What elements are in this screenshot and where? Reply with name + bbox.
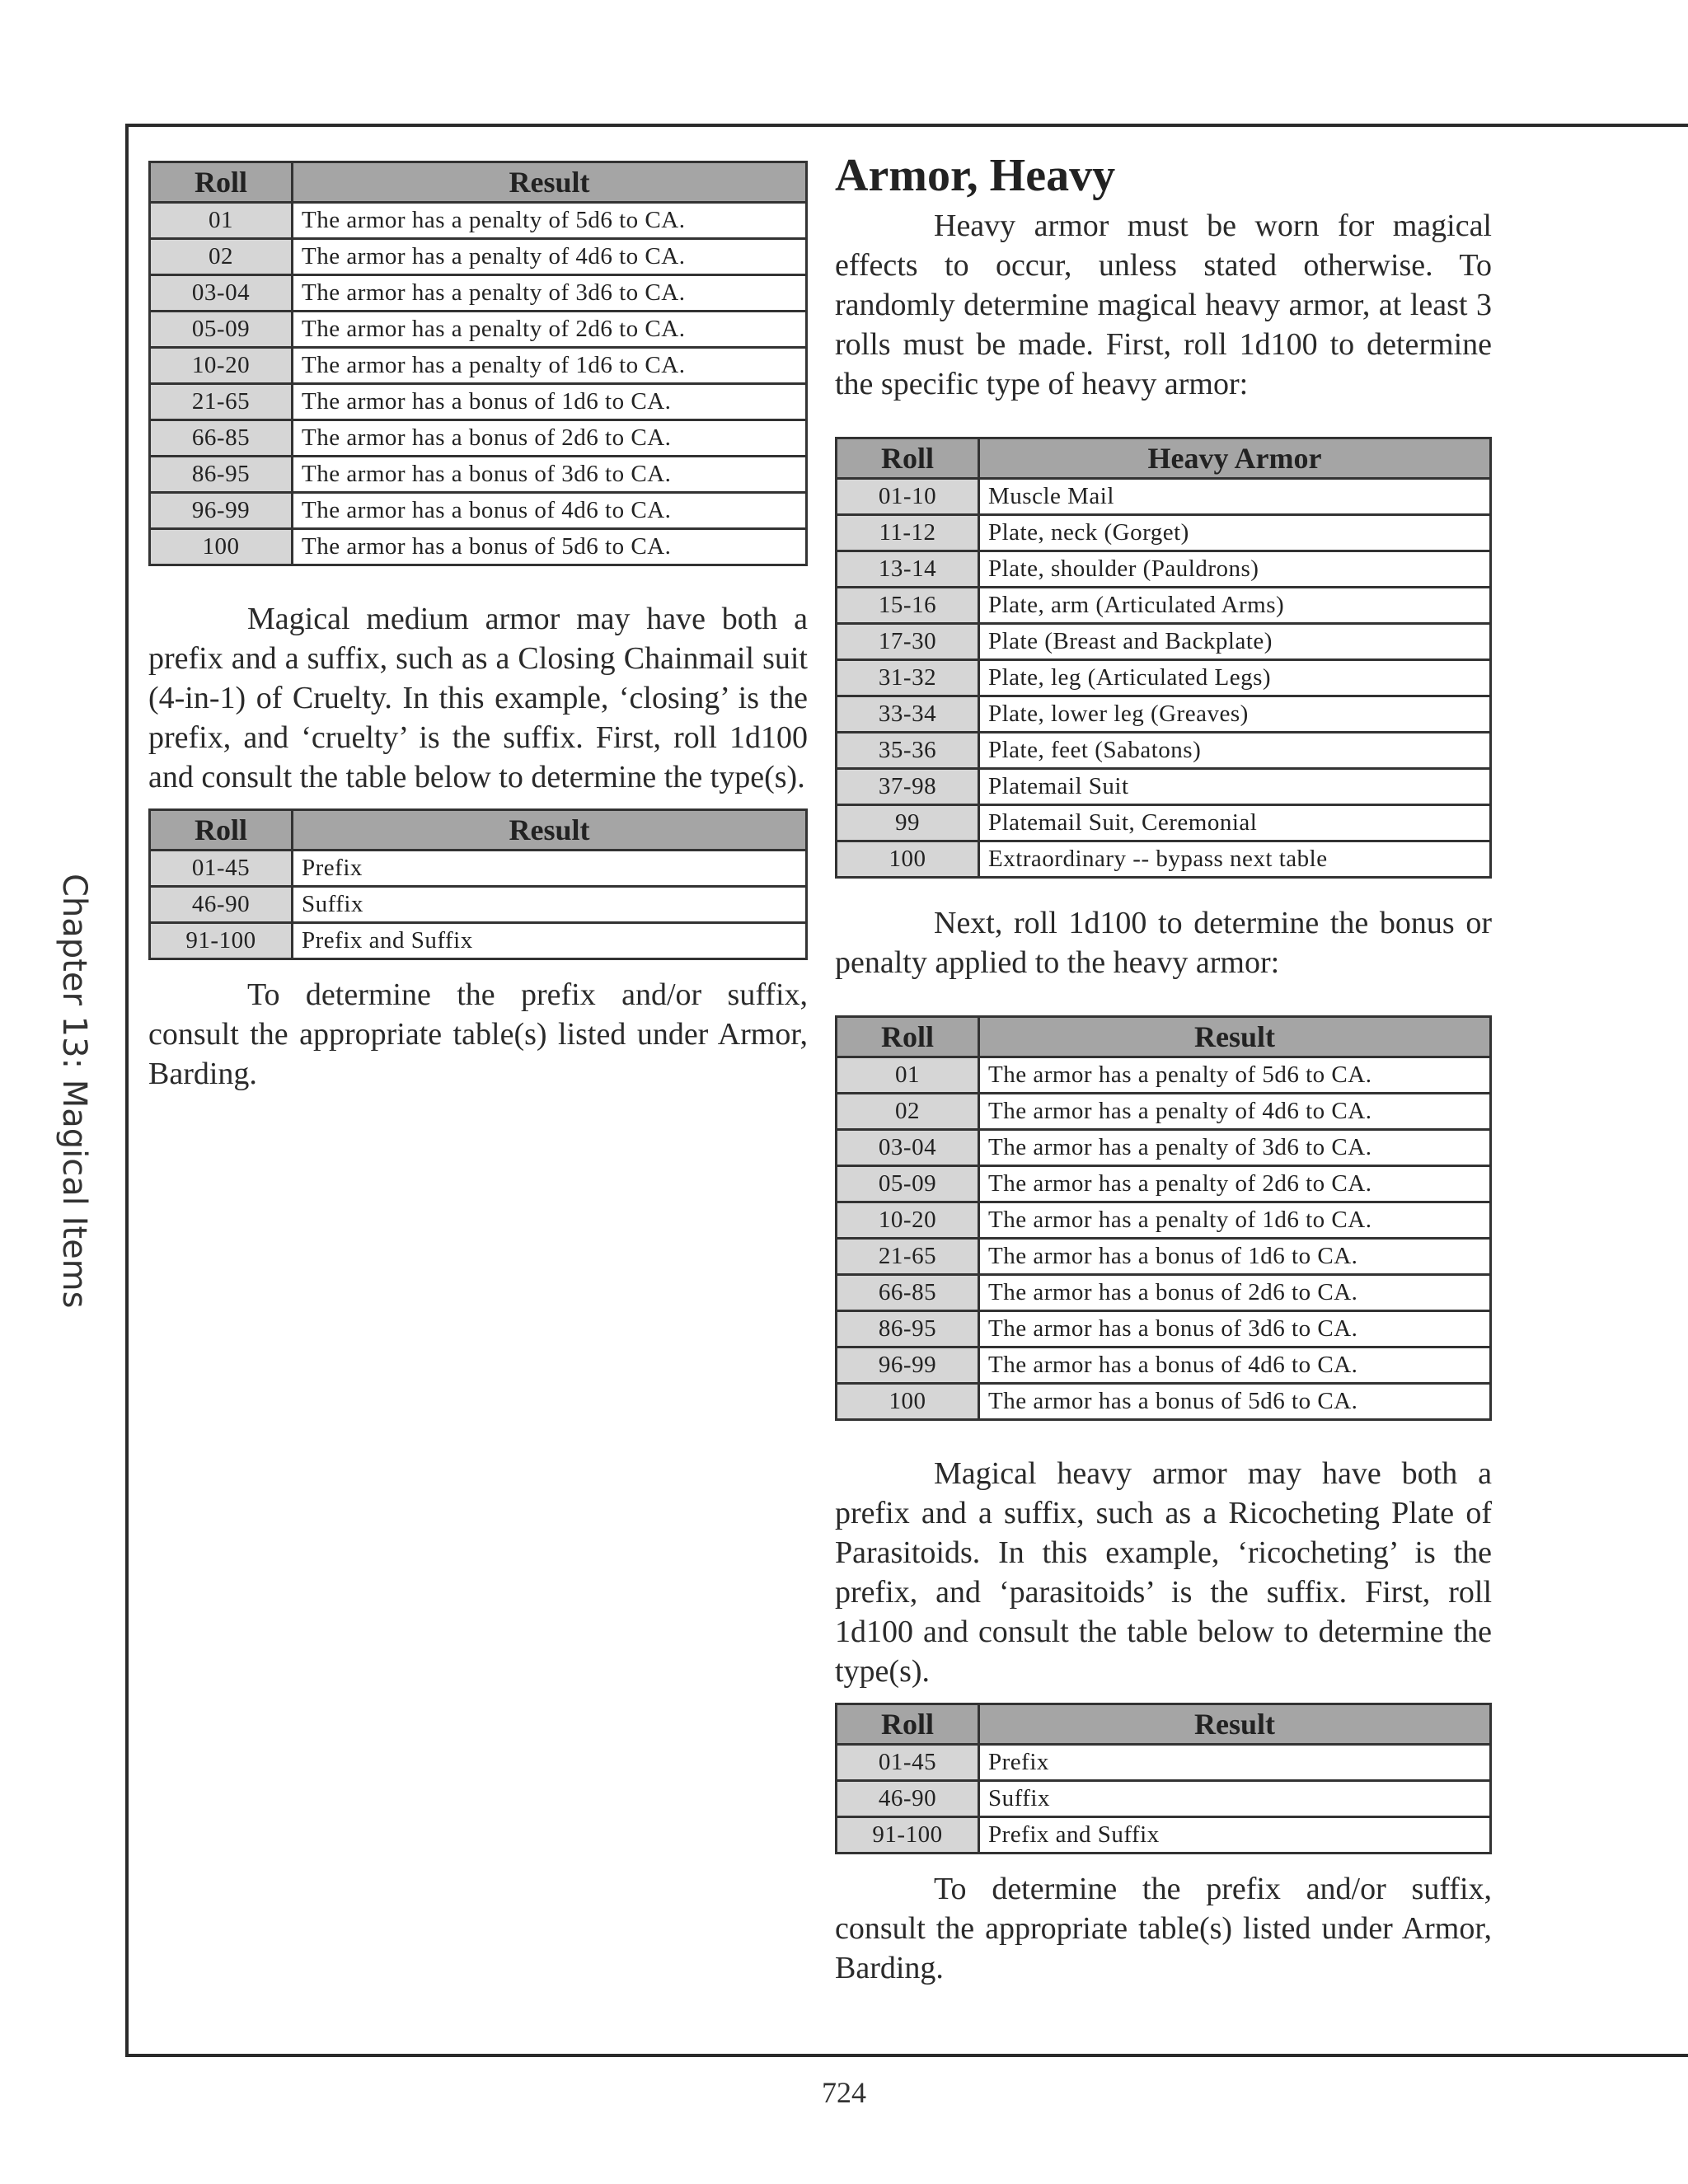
- roll-cell: 21-65: [837, 1239, 979, 1275]
- table-row: [150, 420, 807, 457]
- table-header-row: [150, 810, 807, 851]
- roll-cell: 96-99: [150, 493, 293, 529]
- table-row: [150, 887, 807, 923]
- column-header-roll: Roll: [150, 810, 293, 851]
- result-cell: The armor has a bonus of 3d6 to CA.: [293, 457, 807, 493]
- result-cell: The armor has a bonus of 5d6 to CA.: [293, 529, 807, 565]
- table-row: [150, 457, 807, 493]
- result-cell: The armor has a bonus of 5d6 to CA.: [979, 1384, 1491, 1420]
- heavy-armor-type-table: [835, 437, 1492, 879]
- table-row: [837, 1347, 1491, 1384]
- table-row: [837, 1781, 1491, 1817]
- roll-cell: 01: [150, 203, 293, 239]
- result-cell: The armor has a penalty of 1d6 to CA.: [293, 348, 807, 384]
- column-header-result: Heavy Armor: [979, 438, 1491, 479]
- result-cell: The armor has a bonus of 1d6 to CA.: [979, 1239, 1491, 1275]
- table-row: [837, 1057, 1491, 1094]
- roll-cell: 02: [150, 239, 293, 275]
- table-row: [150, 275, 807, 312]
- roll-cell: 01: [837, 1057, 979, 1094]
- result-cell: Plate (Breast and Backplate): [979, 624, 1491, 660]
- roll-cell: 01-45: [837, 1745, 979, 1781]
- result-cell: The armor has a penalty of 4d6 to CA.: [979, 1094, 1491, 1130]
- roll-cell: 17-30: [837, 624, 979, 660]
- roll-cell: 02: [837, 1094, 979, 1130]
- result-cell: The armor has a penalty of 2d6 to CA.: [979, 1166, 1491, 1202]
- result-cell: The armor has a penalty of 5d6 to CA.: [293, 203, 807, 239]
- result-cell: The armor has a bonus of 4d6 to CA.: [293, 493, 807, 529]
- table-row: [150, 493, 807, 529]
- table-row: [837, 733, 1491, 769]
- column-header-result: Result: [293, 162, 807, 203]
- roll-cell: 10-20: [150, 348, 293, 384]
- roll-cell: 21-65: [150, 384, 293, 420]
- result-cell: Plate, neck (Gorget): [979, 515, 1491, 551]
- roll-cell: 13-14: [837, 551, 979, 588]
- table-row: [150, 312, 807, 348]
- right-column: [835, 148, 1492, 1988]
- heavy-armor-prefix-paragraph: Magical heavy armor may have both a prefix and a suffix, such as a Ricocheting Plate of Parasitoids. In this example, ‘ricocheting’ is the prefix, and ‘parasitoids’ is the suffix. First, roll 1d100 and consult the table below to determine the type(s).: [835, 1456, 1492, 1689]
- roll-cell: 33-34: [837, 696, 979, 733]
- roll-cell: 86-95: [150, 457, 293, 493]
- medium-armor-lookup-paragraph: To determine the prefix and/or suffix, consult the appropriate table(s) listed under Armor, Barding.: [148, 977, 808, 1091]
- result-cell: Plate, leg (Articulated Legs): [979, 660, 1491, 696]
- medium-armor-type-table: [148, 808, 808, 960]
- result-cell: Prefix and Suffix: [979, 1817, 1491, 1854]
- table-row: [837, 660, 1491, 696]
- table-row: [837, 1202, 1491, 1239]
- roll-cell: 05-09: [837, 1166, 979, 1202]
- column-header-roll: Roll: [837, 1704, 979, 1745]
- table-row: [837, 551, 1491, 588]
- table-row: [150, 384, 807, 420]
- result-cell: Platemail Suit: [979, 769, 1491, 805]
- roll-cell: 05-09: [150, 312, 293, 348]
- result-cell: Muscle Mail: [979, 479, 1491, 515]
- result-cell: The armor has a bonus of 1d6 to CA.: [293, 384, 807, 420]
- roll-cell: 15-16: [837, 588, 979, 624]
- section-heading-armor-heavy: Armor, Heavy: [835, 150, 1116, 201]
- left-column: [148, 161, 808, 1094]
- table-row: [150, 851, 807, 887]
- roll-cell: 37-98: [837, 769, 979, 805]
- table-row: [837, 1166, 1491, 1202]
- roll-cell: 86-95: [837, 1311, 979, 1347]
- table-row: [150, 529, 807, 565]
- table-header-row: [837, 1017, 1491, 1057]
- roll-cell: 10-20: [837, 1202, 979, 1239]
- roll-cell: 03-04: [837, 1130, 979, 1166]
- heavy-armor-affix-type-table: [835, 1703, 1492, 1854]
- result-cell: Extraordinary -- bypass next table: [979, 841, 1491, 878]
- roll-cell: 66-85: [150, 420, 293, 457]
- result-cell: Suffix: [293, 887, 807, 923]
- column-header-result: Result: [293, 810, 807, 851]
- roll-cell: 46-90: [837, 1781, 979, 1817]
- result-cell: Prefix and Suffix: [293, 923, 807, 959]
- roll-cell: 99: [837, 805, 979, 841]
- roll-cell: 03-04: [150, 275, 293, 312]
- result-cell: Plate, arm (Articulated Arms): [979, 588, 1491, 624]
- table-row: [837, 1094, 1491, 1130]
- heavy-armor-lookup-paragraph: To determine the prefix and/or suffix, consult the appropriate table(s) listed under Armor, Barding.: [835, 1872, 1492, 1985]
- column-header-result: Result: [979, 1017, 1491, 1057]
- table-row: [150, 239, 807, 275]
- result-cell: Suffix: [979, 1781, 1491, 1817]
- table-row: [837, 624, 1491, 660]
- roll-cell: 31-32: [837, 660, 979, 696]
- result-cell: Plate, lower leg (Greaves): [979, 696, 1491, 733]
- table-row: [837, 1311, 1491, 1347]
- table-row: [837, 841, 1491, 878]
- page-number: 724: [822, 2076, 866, 2109]
- result-cell: The armor has a penalty of 5d6 to CA.: [979, 1057, 1491, 1094]
- result-cell: The armor has a bonus of 4d6 to CA.: [979, 1347, 1491, 1384]
- result-cell: Plate, shoulder (Pauldrons): [979, 551, 1491, 588]
- table-row: [837, 1745, 1491, 1781]
- roll-cell: 35-36: [837, 733, 979, 769]
- result-cell: Platemail Suit, Ceremonial: [979, 805, 1491, 841]
- table-row: [837, 1817, 1491, 1854]
- roll-cell: 01-45: [150, 851, 293, 887]
- roll-cell: 66-85: [837, 1275, 979, 1311]
- result-cell: The armor has a bonus of 2d6 to CA.: [293, 420, 807, 457]
- roll-cell: 100: [837, 841, 979, 878]
- result-cell: Prefix: [293, 851, 807, 887]
- table-row: [837, 1275, 1491, 1311]
- table-row: [837, 1130, 1491, 1166]
- table-row: [837, 769, 1491, 805]
- chapter-sidebar: [49, 874, 99, 1310]
- column-header-roll: Roll: [150, 162, 293, 203]
- roll-cell: 46-90: [150, 887, 293, 923]
- result-cell: The armor has a penalty of 4d6 to CA.: [293, 239, 807, 275]
- result-cell: The armor has a penalty of 2d6 to CA.: [293, 312, 807, 348]
- result-cell: The armor has a penalty of 3d6 to CA.: [293, 275, 807, 312]
- table-header-row: [837, 1704, 1491, 1745]
- column-header-roll: Roll: [837, 438, 979, 479]
- table-row: [837, 696, 1491, 733]
- heavy-armor-bonus-table: [835, 1015, 1492, 1421]
- table-row: [150, 203, 807, 239]
- heavy-armor-bonus-intro-paragraph: Next, roll 1d100 to determine the bonus or penalty applied to the heavy armor:: [835, 906, 1492, 980]
- table-row: [837, 805, 1491, 841]
- table-row: [837, 1239, 1491, 1275]
- column-header-result: Result: [979, 1704, 1491, 1745]
- column-header-roll: Roll: [837, 1017, 979, 1057]
- medium-armor-prefix-paragraph: Magical medium armor may have both a prefix and a suffix, such as a Closing Chainmail suit (4-in-1) of Cruelty. In this example, ‘closing’ is the prefix, and ‘cruelty’ is the suffix. First, roll 1d100 and consult the table below to determine the type(s).: [148, 602, 808, 794]
- result-cell: The armor has a bonus of 2d6 to CA.: [979, 1275, 1491, 1311]
- heavy-armor-intro-paragraph: Heavy armor must be worn for magical effects to occur, unless stated otherwise. To randomly determine magical heavy armor, at least 3 rolls must be made. First, roll 1d100 to determine the specific type of heavy armor:: [835, 209, 1492, 401]
- roll-cell: 91-100: [837, 1817, 979, 1854]
- result-cell: The armor has a penalty of 1d6 to CA.: [979, 1202, 1491, 1239]
- result-cell: Plate, feet (Sabatons): [979, 733, 1491, 769]
- result-cell: The armor has a bonus of 3d6 to CA.: [979, 1311, 1491, 1347]
- chapter-title: Chapter 13: Magical Items: [55, 874, 93, 1309]
- table-row: [150, 348, 807, 384]
- roll-cell: 01-10: [837, 479, 979, 515]
- roll-cell: 96-99: [837, 1347, 979, 1384]
- result-cell: The armor has a penalty of 3d6 to CA.: [979, 1130, 1491, 1166]
- table-row: [837, 479, 1491, 515]
- roll-cell: 100: [150, 529, 293, 565]
- table-header-row: [150, 162, 807, 203]
- medium-armor-bonus-table: [148, 161, 808, 566]
- table-row: [837, 588, 1491, 624]
- table-header-row: [837, 438, 1491, 479]
- result-cell: Prefix: [979, 1745, 1491, 1781]
- roll-cell: 11-12: [837, 515, 979, 551]
- table-row: [150, 923, 807, 959]
- table-row: [837, 515, 1491, 551]
- roll-cell: 91-100: [150, 923, 293, 959]
- roll-cell: 100: [837, 1384, 979, 1420]
- table-row: [837, 1384, 1491, 1420]
